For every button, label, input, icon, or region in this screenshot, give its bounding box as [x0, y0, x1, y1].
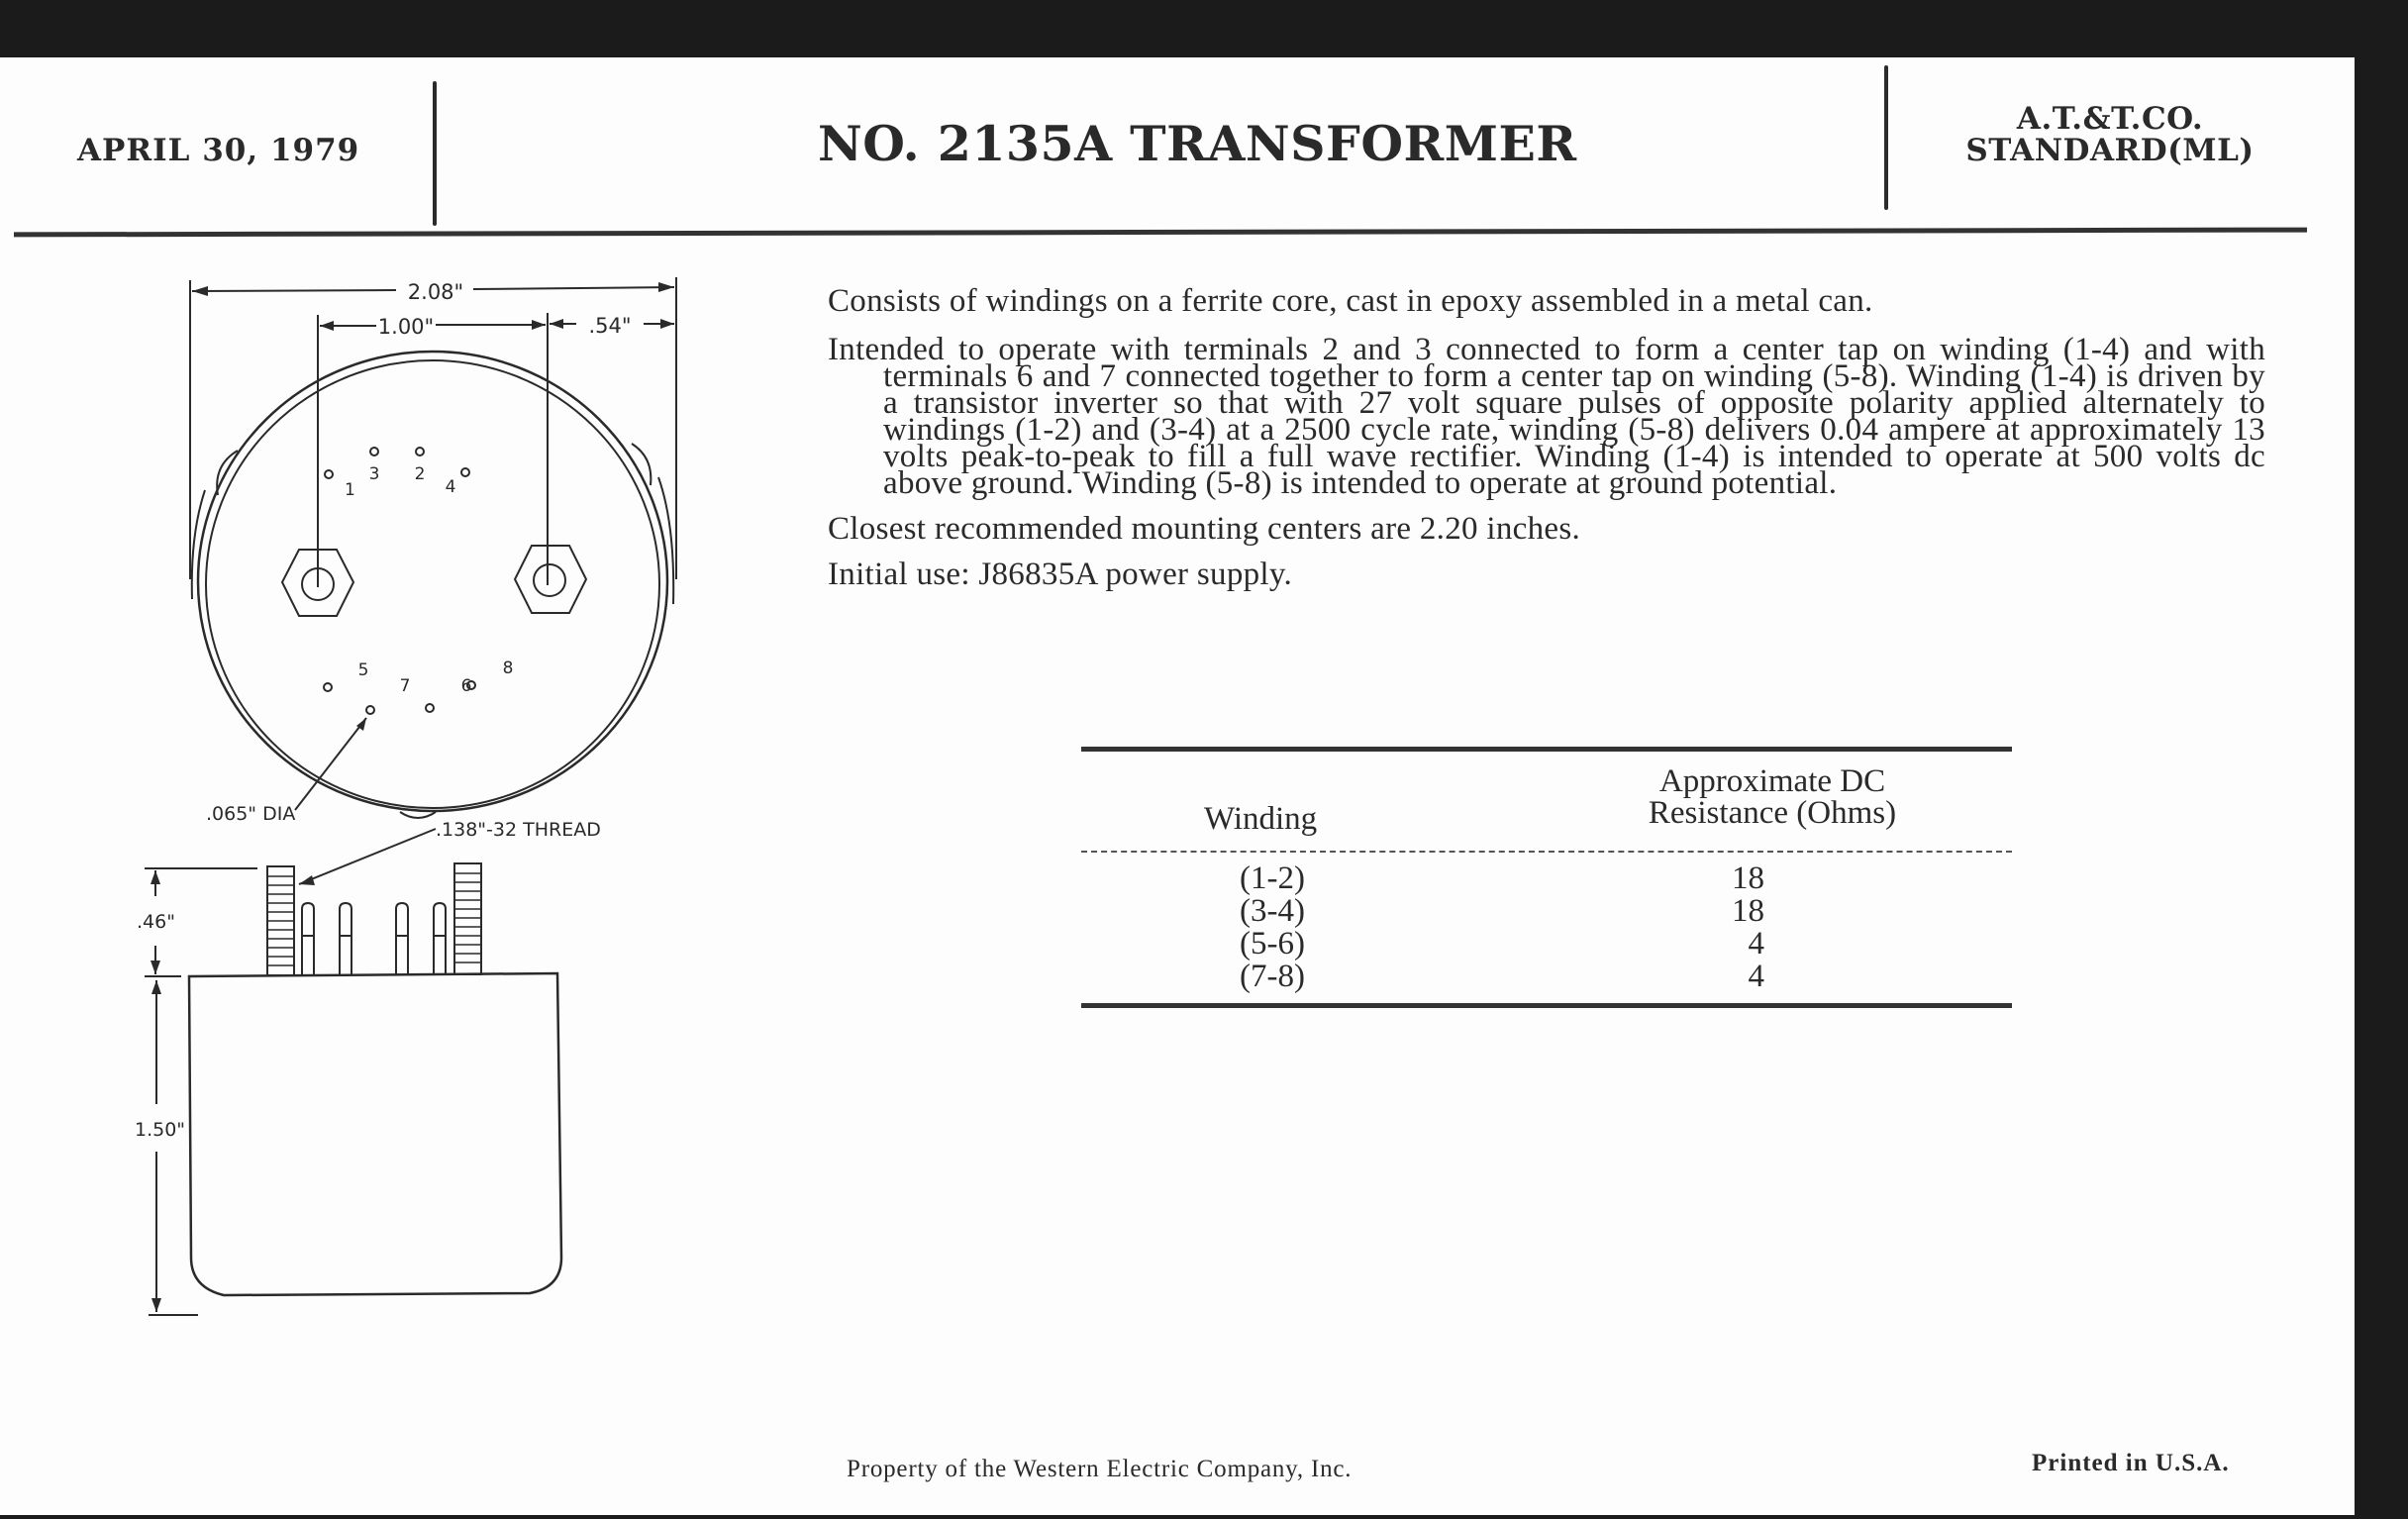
stud-right — [534, 564, 565, 596]
dim-line — [473, 287, 674, 289]
terminal-hole-3 — [370, 448, 378, 456]
dim-overall-width: 2.08" — [407, 280, 464, 304]
can-outline-inner — [206, 360, 659, 808]
winding-cell: (5-6) — [1240, 926, 1305, 962]
table-row — [1081, 961, 2012, 993]
resistance-cell: 4 — [1748, 926, 1764, 962]
leader-thread — [299, 829, 436, 884]
description-paragraph: Consists of windings on a ferrite core, cast in epoxy assembled in a metal can. — [828, 283, 1873, 319]
column-header-resistance-line-2: Resistance (Ohms) — [1648, 795, 1897, 831]
can-body-side — [189, 973, 561, 1295]
standard-designation — [1947, 103, 2273, 166]
page-title: NO. 2135A TRANSFORMER — [818, 115, 1577, 172]
solder-terminal — [434, 903, 446, 975]
can-seam — [400, 812, 436, 818]
printed-notice: Printed in U.S.A. — [2032, 1450, 2230, 1476]
winding-cell: (1-2) — [1240, 861, 1305, 896]
arrow-icon — [151, 1298, 161, 1312]
table-row — [1081, 862, 2012, 895]
tab-edge-right — [658, 477, 673, 604]
thread-hatching — [267, 873, 481, 965]
arrow-icon — [150, 961, 160, 974]
spec-sheet — [0, 57, 2355, 1515]
winding-cell: (3-4) — [1240, 893, 1305, 929]
terminal-label: 3 — [368, 464, 380, 484]
table-header — [1081, 752, 2012, 845]
resistance-cell: 18 — [1732, 893, 1764, 929]
hole-dia-label: .065" DIA — [206, 803, 296, 825]
terminal-label: 5 — [357, 660, 369, 680]
table-row — [1081, 928, 2012, 961]
terminal-label: 7 — [399, 676, 411, 696]
description — [828, 283, 2265, 607]
solder-terminal — [302, 903, 314, 975]
resistance-table — [1081, 747, 2012, 1008]
dimension-drawing-svg — [0, 57, 792, 1515]
description-paragraph: Initial use: J86835A power supply. — [828, 557, 1293, 592]
standard-line-1: A.T.&T.CO. — [2016, 101, 2204, 137]
arrow-icon — [192, 286, 208, 296]
solder-terminal — [340, 903, 351, 975]
column-header-winding: Winding — [1204, 801, 1318, 837]
terminal-hole-2 — [416, 448, 424, 456]
threaded-stud-right — [454, 863, 481, 974]
terminal-label: 1 — [345, 480, 355, 500]
can-outline-outer — [198, 352, 667, 811]
terminal-hole-7 — [366, 706, 374, 714]
dim-stud-height: .46" — [137, 911, 175, 933]
dim-edge-offset: .54" — [588, 314, 632, 338]
table-body — [1081, 853, 2012, 1003]
terminal-hole-6 — [426, 704, 434, 712]
arrow-icon — [660, 319, 674, 329]
transformer-drawing — [0, 57, 792, 1515]
terminal-hole-1 — [325, 470, 333, 478]
standard-line-2: STANDARD(ML) — [1965, 133, 2255, 168]
solder-terminal — [396, 903, 408, 975]
arrow-icon — [299, 875, 315, 885]
leader-dia — [295, 718, 366, 810]
dim-mount-spacing: 1.00" — [377, 315, 435, 339]
terminal-hole-4 — [461, 468, 469, 476]
thread-label: .138"-32 THREAD — [436, 819, 601, 841]
arrowheads — [150, 282, 674, 1312]
arrow-icon — [532, 320, 546, 330]
hex-nut-right — [515, 546, 586, 613]
header-divider-right — [1884, 65, 1888, 210]
terminal-label: 4 — [445, 477, 456, 497]
issue-date: APRIL 30, 1979 — [77, 133, 360, 168]
arrow-icon — [658, 282, 674, 292]
table-row — [1081, 895, 2012, 928]
terminal-labels — [345, 464, 513, 696]
description-paragraph: Closest recommended mounting centers are 2.20 inches. — [828, 511, 1581, 547]
arrow-icon — [550, 319, 563, 329]
description-paragraph: Intended to operate with terminals 2 and 3 connected to form a center tap on winding (1-4) and with terminals 6 and 7 connected together to form a center tap on winding (5-8). Winding (1-4) is driven by a transistor inverter so that with 27 volt square pulses of opposite polarity applied alternately to windings (1-2) and (3-4) at a 2500 cycle rate, winding (5-8) delivers 0.04 ampere at approximately 13 volts peak-to-peak to fill a full wave rectifier. Winding (1-4) is intended to operate at 500 volts dc above ground. Winding (5-8) is intended to operate at ground potential. — [828, 332, 2265, 501]
terminal-label: 6 — [460, 676, 472, 696]
column-header-resistance-line-1: Approximate DC — [1658, 763, 1886, 799]
property-notice: Property of the Western Electric Company, Inc. — [847, 1456, 1353, 1482]
terminal-hole-5 — [324, 683, 332, 691]
resistance-cell: 18 — [1732, 861, 1764, 896]
terminal-label: 8 — [502, 658, 514, 678]
arrow-icon — [320, 321, 334, 331]
resistance-cell: 4 — [1748, 959, 1764, 994]
table-bottom-rule — [1081, 1003, 2012, 1008]
winding-cell: (7-8) — [1240, 959, 1305, 994]
arrow-icon — [151, 980, 161, 994]
arrow-icon — [150, 870, 160, 884]
column-header-resistance — [1584, 765, 1960, 829]
dim-can-height: 1.50" — [135, 1119, 186, 1141]
terminal-label: 2 — [414, 464, 426, 484]
dim-line — [192, 290, 396, 291]
